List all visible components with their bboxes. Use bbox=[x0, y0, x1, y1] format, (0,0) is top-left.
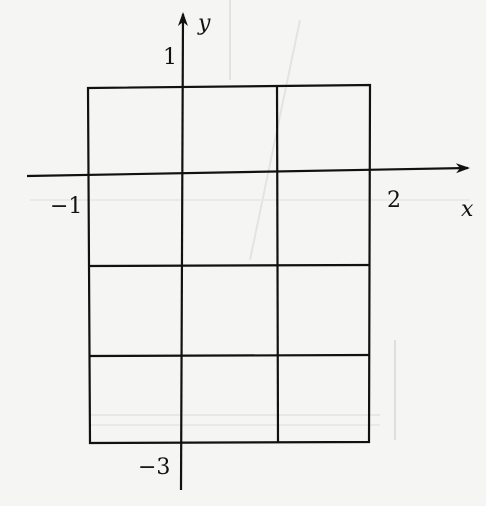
x-axis-label: x bbox=[461, 197, 474, 222]
tick-label-x-min: −1 bbox=[50, 194, 83, 219]
background-bleed-through bbox=[30, 0, 470, 440]
grid-hline-lower bbox=[89, 355, 370, 356]
grid bbox=[88, 85, 370, 443]
y-axis bbox=[181, 14, 183, 490]
tick-label-y-max: 1 bbox=[163, 45, 177, 70]
y-axis-label: y bbox=[198, 11, 211, 36]
grid-outline bbox=[88, 85, 370, 443]
tick-label-y-min: −3 bbox=[138, 455, 171, 480]
grid-hline-middle bbox=[88, 265, 370, 266]
x-axis bbox=[27, 168, 468, 176]
tick-label-x-max: 2 bbox=[387, 188, 401, 213]
